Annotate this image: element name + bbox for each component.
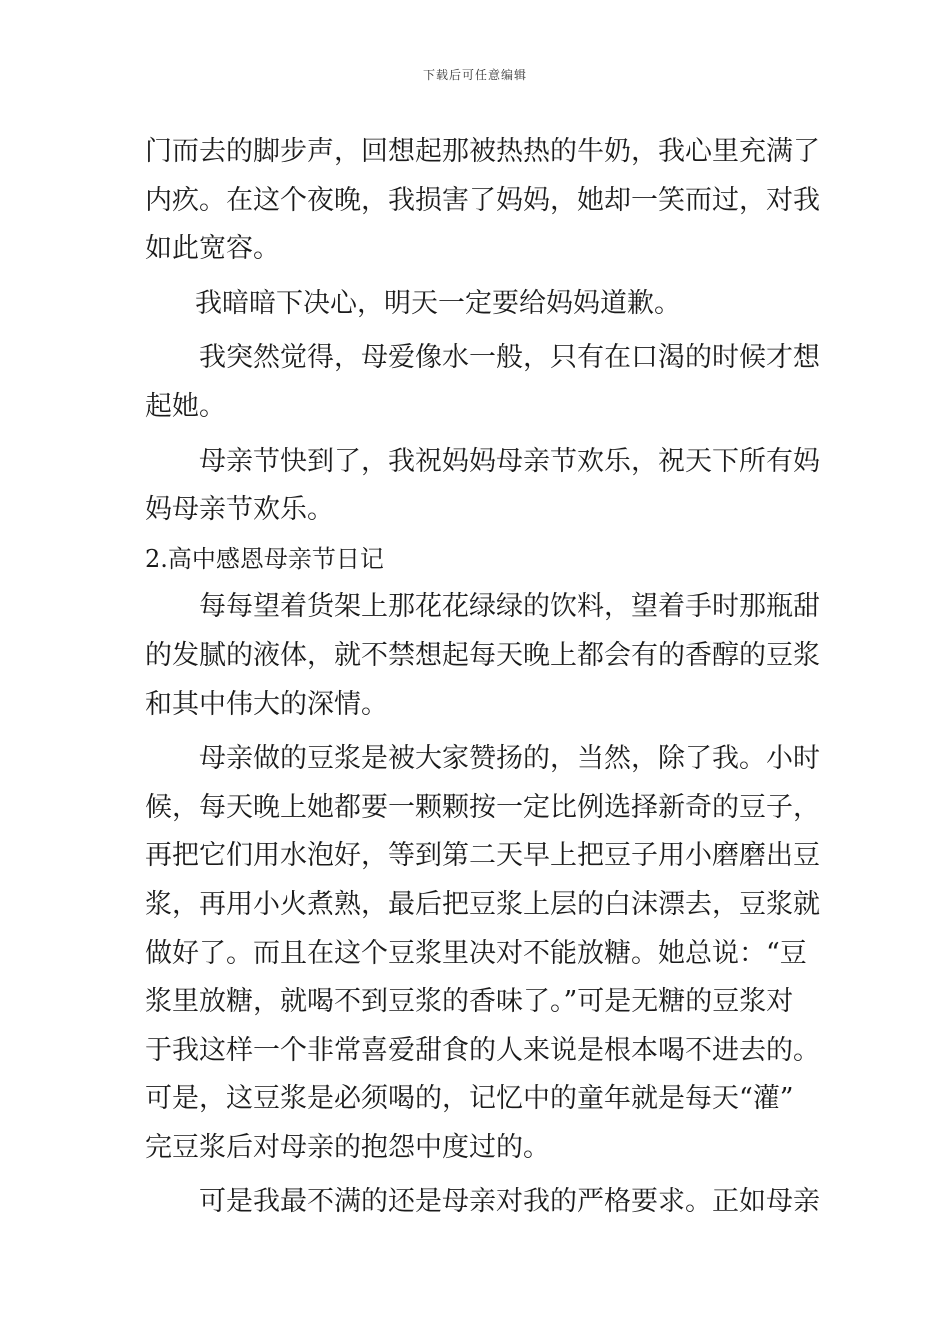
text-line: 完豆浆后对母亲的抱怨中度过的。 [145, 1131, 550, 1163]
text-line: 于我这样一个非常喜爱甜食的人来说是根本喝不进去的。 [145, 1034, 820, 1066]
document-body [145, 128, 820, 1227]
text-line: 如此宽容。 [145, 233, 280, 265]
paragraph-first-line: 我暗暗下决心，明天一定要给妈妈道歉。 [195, 287, 681, 319]
text-line: 的发腻的液体，就不禁想起每天晚上都会有的香醇的豆浆 [145, 639, 820, 671]
text-line: 浆里放糖，就喝不到豆浆的香味了。”可是无糖的豆浆对 [145, 986, 794, 1018]
paragraph-first-line: 我突然觉得，母爱像水一般，只有在口渴的时候才想 [199, 342, 820, 374]
text-line: 和其中伟大的深情。 [145, 688, 388, 720]
text-line: 起她。 [145, 390, 226, 422]
paragraph-first-line: 母亲节快到了，我祝妈妈母亲节欢乐，祝天下所有妈 [199, 445, 820, 477]
paragraph-first-line: 母亲做的豆浆是被大家赞扬的，当然，除了我。小时 [199, 743, 820, 775]
page-header-note: 下载后可任意编辑 [422, 68, 527, 82]
section-heading: 2.高中感恩母亲节日记 [145, 544, 384, 573]
paragraph-first-line: 可是我最不满的还是母亲对我的严格要求。正如母亲 [199, 1186, 820, 1218]
text-line: 浆，再用小火煮熟，最后把豆浆上层的白沫漂去，豆浆就 [145, 888, 820, 920]
text-line: 做好了。而且在这个豆浆里决对不能放糖。她总说：“豆 [145, 937, 807, 969]
text-line: 可是，这豆浆是必须喝的，记忆中的童年就是每天“灌” [145, 1083, 794, 1115]
text-line: 再把它们用水泡好，等到第二天早上把豆子用小磨磨出豆 [145, 840, 820, 872]
text-line: 门而去的脚步声，回想起那被热热的牛奶，我心里充满了 [145, 136, 820, 167]
text-line: 候，每天晚上她都要一颗颗按一定比例选择新奇的豆子， [145, 791, 820, 823]
text-line: 妈母亲节欢乐。 [145, 494, 334, 526]
paragraph-first-line: 每每望着货架上那花花绿绿的饮料，望着手时那瓶甜 [199, 591, 820, 623]
text-line: 内疚。在这个夜晚，我损害了妈妈，她却一笑而过，对我 [145, 184, 820, 216]
